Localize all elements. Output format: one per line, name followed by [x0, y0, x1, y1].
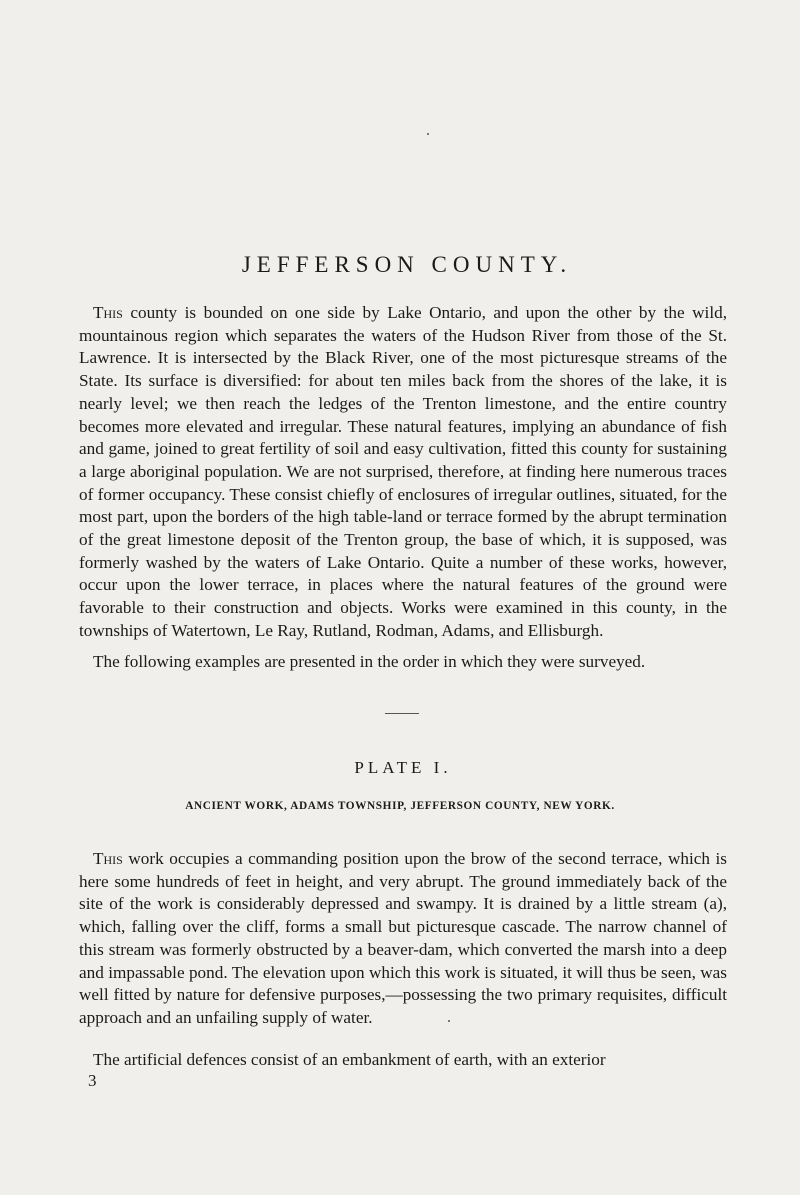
section-divider — [385, 713, 419, 714]
paper-speck — [448, 1020, 450, 1022]
plate-lead-word: This — [93, 849, 123, 868]
defences-paragraph: The artificial defences consist of an embankment of earth, with an exterior — [93, 1050, 606, 1069]
plate-paragraph — [79, 848, 727, 1030]
plate-heading: PLATE I. — [354, 758, 452, 777]
intro-paragraph — [79, 302, 727, 643]
plate-subtitle: ANCIENT WORK, ADAMS TOWNSHIP, JEFFERSON COUNTY, NEW YORK. — [185, 800, 615, 812]
page-heading: JEFFERSON COUNTY. — [241, 252, 573, 277]
examples-paragraph: The following examples are presented in the order in which they were surveyed. — [93, 652, 646, 671]
paper-speck — [427, 133, 429, 135]
intro-lead-word: This — [93, 303, 123, 322]
plate-text: work occupies a commanding position upon the brow of the second terrace, which is here some hundreds of feet in height, and very abrupt. The ground immediately back of the site of the work is considerably depressed and swampy. It is drained by a little stream (a), which, falling over the cliff, forms a small but picturesque cascade. The narrow channel of this stream was formerly obstructed by a beaver-dam, which converted the marsh into a deep and impassable pond. The elevation upon which this work is situated, it will thus be seen, was well fitted by nature for defensive purposes,—possessing the two primary requisites, difficult approach and an unfailing supply of water. — [79, 849, 727, 1027]
intro-text: county is bounded on one side by Lake Ontario, and upon the other by the wild, mountainous region which separates the waters of the Hudson River from those of the St. Lawrence. It is intersected by the Black River, one of the most picturesque streams of the State. Its surface is diversified: for about ten miles back from the shores of the lake, it is nearly level; we then reach the ledges of the Trenton limestone, and the entire country becomes more elevated and irregular. These natural features, implying an abundance of fish and game, joined to great fertility of soil and easy cultivation, fitted this county for sustaining a large aboriginal population. We are not surprised, therefore, at finding here numerous traces of former occupancy. These consist chiefly of enclosures of irregular outlines, situated, for the most part, upon the borders of the high table-land or terrace formed by the abrupt termination of the great limestone deposit of the Trenton group, the base of which, it is supposed, was formerly washed by the waters of Lake Ontario. Quite a number of these works, however, occur upon the lower terrace, in places where the natural features of the ground were favorable to their construction and objects. Works were examined in this county, in the townships of Watertown, Le Ray, Rutland, Rodman, Adams, and Ellisburgh. — [79, 303, 727, 640]
page-number: 3 — [88, 1071, 97, 1090]
